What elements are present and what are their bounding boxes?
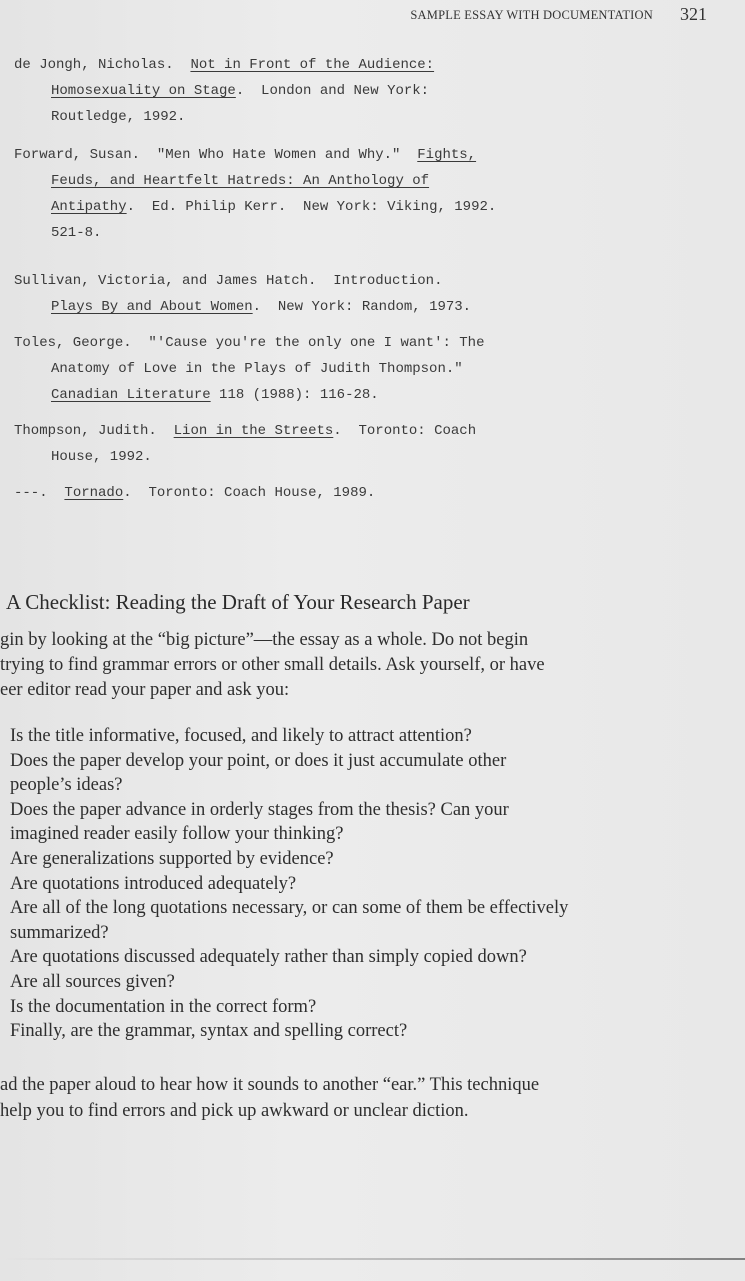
works-cited-entry [14, 268, 674, 320]
entry-line [51, 299, 471, 315]
entry-text: Forward, Susan. "Men Who Hate Women and Why." [14, 147, 418, 163]
works-cited-entry [14, 330, 674, 408]
entry-line [51, 83, 429, 99]
entry-text: Thompson, Judith. [14, 423, 174, 439]
entry-text: de Jongh, Nicholas. [14, 57, 191, 73]
checklist-item: summarized? [10, 922, 109, 943]
entry-text: . London and New York: [235, 83, 430, 99]
intro-line: eer editor read your paper and ask you: [0, 680, 290, 700]
checklist-outro [0, 1072, 700, 1124]
entry-text: 118 (1988): 116-28. [210, 387, 379, 403]
running-header: SAMPLE ESSAY WITH DOCUMENTATION [410, 8, 653, 22]
entry-line [51, 387, 379, 403]
page-number: 321 [680, 4, 707, 24]
outro-line: help you to find errors and pick up awkward or unclear diction. [0, 1101, 469, 1121]
entry-line [51, 449, 152, 465]
page-edge-shadow [0, 1258, 745, 1260]
works-cited-entry [14, 142, 674, 246]
checklist-item: people’s ideas? [10, 775, 123, 796]
checklist-item: Does the paper develop your point, or does it just accumulate other [10, 750, 507, 771]
checklist-item: Finally, are the grammar, syntax and spelling correct? [10, 1021, 408, 1042]
entry-text: . Ed. Philip Kerr. New York: Viking, 1992. [126, 199, 497, 215]
title-underlined: Plays By and About Women [51, 299, 253, 315]
works-cited-entry [14, 52, 674, 130]
entry-line [51, 199, 496, 215]
entry-text: Toles, George. "'Cause you're the only one I want': The [14, 335, 485, 351]
checklist-items [10, 724, 680, 1044]
entry-line [14, 273, 442, 289]
entry-line [51, 109, 185, 125]
entry-text: . Toronto: Coach House, 1989. [123, 485, 376, 501]
entry-text: ---. [14, 485, 65, 501]
checklist-item: Is the title informative, focused, and likely to attract attention? [10, 726, 472, 746]
checklist-item: imagined reader easily follow your thinking? [10, 824, 344, 845]
checklist-item: Does the paper advance in orderly stages from the thesis? Can your [10, 799, 509, 820]
entry-line [14, 423, 476, 439]
checklist-item: Are quotations introduced adequately? [10, 873, 297, 894]
title-underlined: Tornado [64, 485, 124, 501]
works-cited-list [14, 52, 674, 506]
title-underlined: Lion in the Streets [173, 423, 334, 439]
checklist-item: Are quotations discussed adequately rather than simply copied down? [10, 947, 527, 968]
entry-text: . Toronto: Coach [333, 423, 477, 439]
title-underlined: Homosexuality on Stage [51, 83, 236, 99]
entry-text: Sullivan, Victoria, and James Hatch. Introduction. [14, 273, 443, 289]
checklist-item: Are generalizations supported by evidence? [10, 848, 334, 869]
intro-line: gin by looking at the “big picture”—the essay as a whole. Do not begin [0, 630, 529, 650]
title-underlined: Not in Front of the Audience: [190, 57, 435, 73]
checklist-item: Are all of the long quotations necessary, or can some of them be effectively [10, 898, 569, 919]
title-underlined: Antipathy [51, 199, 127, 215]
entry-line [51, 361, 463, 377]
entry-line [14, 335, 484, 351]
entry-text: Routledge, 1992. [51, 109, 186, 125]
entry-text: Anatomy of Love in the Plays of Judith Thompson." [51, 361, 463, 377]
works-cited-entry [14, 418, 674, 470]
title-underlined: Canadian Literature [51, 387, 211, 403]
entry-line [14, 57, 434, 73]
entry-text: House, 1992. [51, 449, 152, 465]
checklist-title: A Checklist: Reading the Draft of Your Research Paper [6, 590, 470, 614]
entry-line [14, 485, 375, 501]
entry-text: . New York: Random, 1973. [252, 299, 472, 315]
title-underlined: Fights, [417, 147, 477, 163]
works-cited-entry [14, 480, 674, 506]
checklist-intro [0, 628, 690, 703]
entry-line [51, 225, 101, 241]
checklist-item: Is the documentation in the correct form? [10, 996, 317, 1017]
entry-text: 521-8. [51, 225, 102, 241]
outro-line: ad the paper aloud to hear how it sounds to another “ear.” This technique [0, 1075, 540, 1095]
entry-line [14, 147, 476, 163]
entry-line [51, 173, 429, 189]
checklist-item: Are all sources given? [10, 971, 175, 992]
title-underlined: Feuds, and Heartfelt Hatreds: An Anthology of [51, 173, 430, 189]
intro-line: trying to find grammar errors or other small details. Ask yourself, or have [0, 655, 545, 675]
